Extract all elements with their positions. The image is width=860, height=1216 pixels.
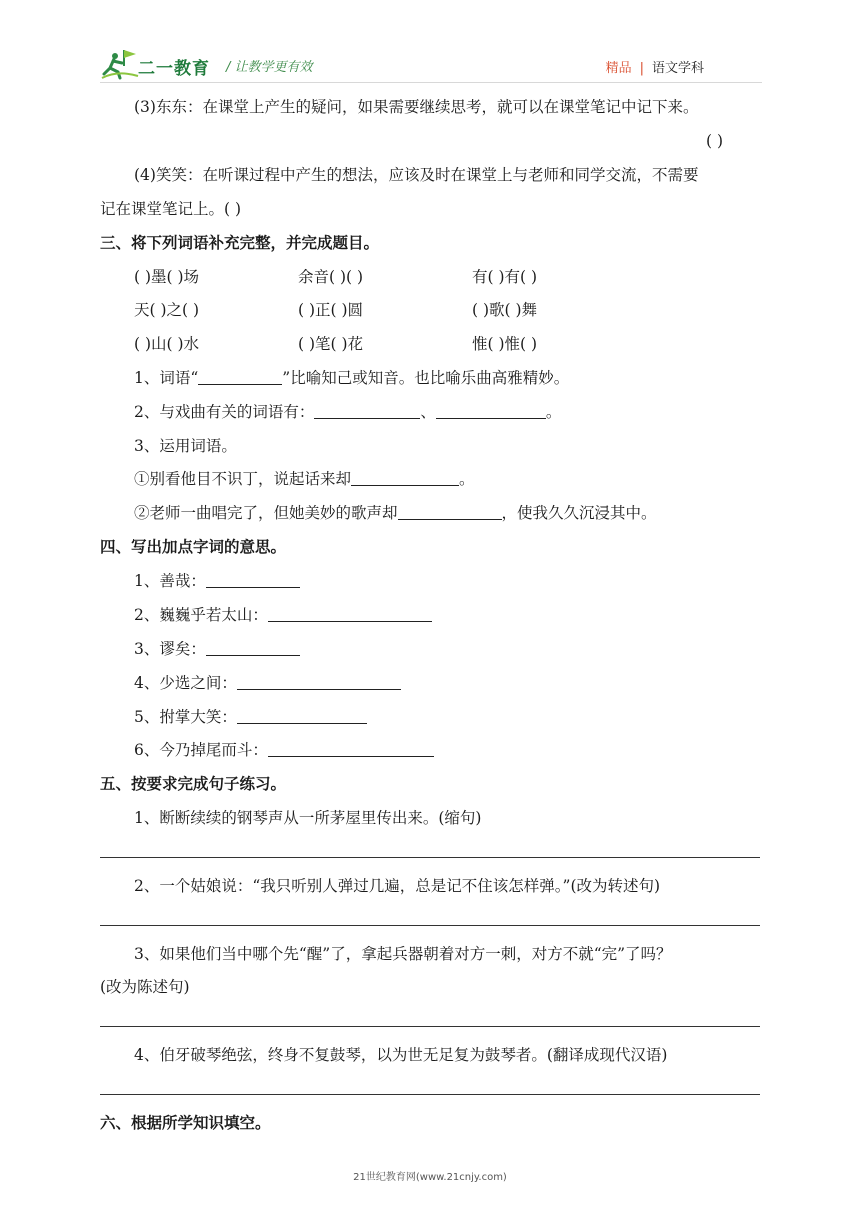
question-text: 6、今乃掉尾而斗：	[134, 741, 268, 759]
answer-line[interactable]	[100, 1026, 760, 1027]
section5-question-1: 1、断断续续的钢琴声从一所茅屋里传出来。(缩句)	[134, 809, 482, 827]
idiom-blank: 余音( )( )	[298, 268, 364, 286]
logo-text: 二一教育	[138, 59, 210, 79]
section4-item	[134, 605, 432, 625]
section3-title: 三、将下列词语补充完整，并完成题目。	[100, 234, 380, 252]
idiom-blank: ( )墨( )场	[134, 268, 200, 286]
idiom-blank: 有( )有( )	[472, 268, 538, 286]
question-text: 2、巍巍乎若太山：	[134, 606, 268, 624]
page-header	[100, 44, 762, 84]
question-text: 、	[420, 403, 436, 421]
answer-blank[interactable]	[268, 605, 432, 622]
question-text: ②老师一曲唱完了，但她美妙的歌声却	[134, 504, 398, 522]
prev-question-3: (3)东东：在课堂上产生的疑问，如果需要继续思考，就可以在课堂笔记中记下来。	[134, 98, 699, 116]
question-text: 3、谬矣：	[134, 640, 206, 658]
section6-title: 六、根据所学知识填空。	[100, 1114, 271, 1132]
question-text: ，使我久久沉浸其中。	[501, 504, 657, 522]
question-text: 1、善哉：	[134, 572, 206, 590]
question-text: 。	[545, 403, 562, 421]
idiom-blank: 天( )之( )	[134, 301, 200, 319]
section4-title: 四、写出加点字词的意思。	[100, 538, 287, 556]
question-text: ”比喻知己或知音。也比喻乐曲高雅精妙。	[282, 369, 570, 387]
answer-blank[interactable]	[206, 639, 300, 656]
prev-question-4-line1: (4)笑笑：在听课过程中产生的想法，应该及时在课堂上与老师和同学交流，不需要	[134, 166, 699, 184]
section5-question-3-line1: 3、如果他们当中哪个先“醒”了，拿起兵器朝着对方一刺，对方不就“完”了吗？	[134, 945, 672, 963]
section3-question-1	[134, 368, 569, 388]
subject-label: 语文学科	[651, 61, 704, 76]
header-separator: |	[639, 61, 644, 76]
slogan: / 让教学更有效	[226, 60, 313, 75]
question-text: 1、词语“	[134, 369, 199, 387]
question-text: 4、少选之间：	[134, 674, 237, 692]
prev-question-3-answer: ( )	[706, 132, 724, 150]
answer-line[interactable]	[100, 857, 760, 858]
page-footer: 21世纪教育网(www.21cnjy.com)	[353, 1172, 507, 1183]
prev-question-4-line2: 记在课堂笔记上。( )	[100, 200, 242, 218]
answer-blank[interactable]	[398, 503, 502, 520]
section4-item	[134, 707, 367, 727]
section4-item	[134, 571, 300, 591]
answer-blank[interactable]	[198, 368, 282, 385]
answer-blank[interactable]	[351, 469, 459, 486]
question-text: 5、拊掌大笑：	[134, 708, 237, 726]
section4-item	[134, 673, 401, 693]
answer-blank[interactable]	[314, 402, 420, 419]
idiom-blank: 惟( )惟( )	[472, 335, 538, 353]
section5-question-3-line2: (改为陈述句)	[100, 978, 190, 996]
idiom-blank: ( )山( )水	[134, 335, 200, 353]
question-text: 2、与戏曲有关的词语有：	[134, 403, 315, 421]
section3-question-2	[134, 402, 561, 422]
question-text: ①别看他目不识丁，说起话来却	[134, 470, 352, 488]
answer-blank[interactable]	[206, 571, 300, 588]
section3-question-3a	[134, 469, 475, 489]
answer-blank[interactable]	[436, 402, 546, 419]
logo	[100, 48, 240, 82]
section5-title: 五、按要求完成句子练习。	[100, 775, 287, 793]
answer-blank[interactable]	[268, 740, 434, 757]
header-divider	[100, 82, 762, 83]
quality-label: 精品	[605, 61, 632, 76]
idiom-blank: ( )笔( )花	[298, 335, 364, 353]
answer-line[interactable]	[100, 1094, 760, 1095]
question-text: 。	[459, 470, 475, 488]
runner-flag-icon	[100, 48, 140, 80]
section5-question-2: 2、一个姑娘说：“我只听别人弹过几遍，总是记不住该怎样弹。”(改为转述句)	[134, 877, 661, 895]
section5-question-4: 4、伯牙破琴绝弦，终身不复鼓琴，以为世无足复为鼓琴者。(翻译成现代汉语)	[134, 1046, 668, 1064]
section4-item	[134, 740, 434, 760]
section3-question-3: 3、运用词语。	[134, 437, 237, 455]
answer-blank[interactable]	[237, 707, 367, 724]
header-subject	[606, 57, 704, 76]
answer-blank[interactable]	[237, 673, 401, 690]
idiom-blank: ( )歌( )舞	[472, 301, 538, 319]
section3-question-3b	[134, 503, 657, 523]
idiom-blank: ( )正( )圆	[298, 301, 364, 319]
answer-line[interactable]	[100, 925, 760, 926]
section4-item	[134, 639, 300, 659]
